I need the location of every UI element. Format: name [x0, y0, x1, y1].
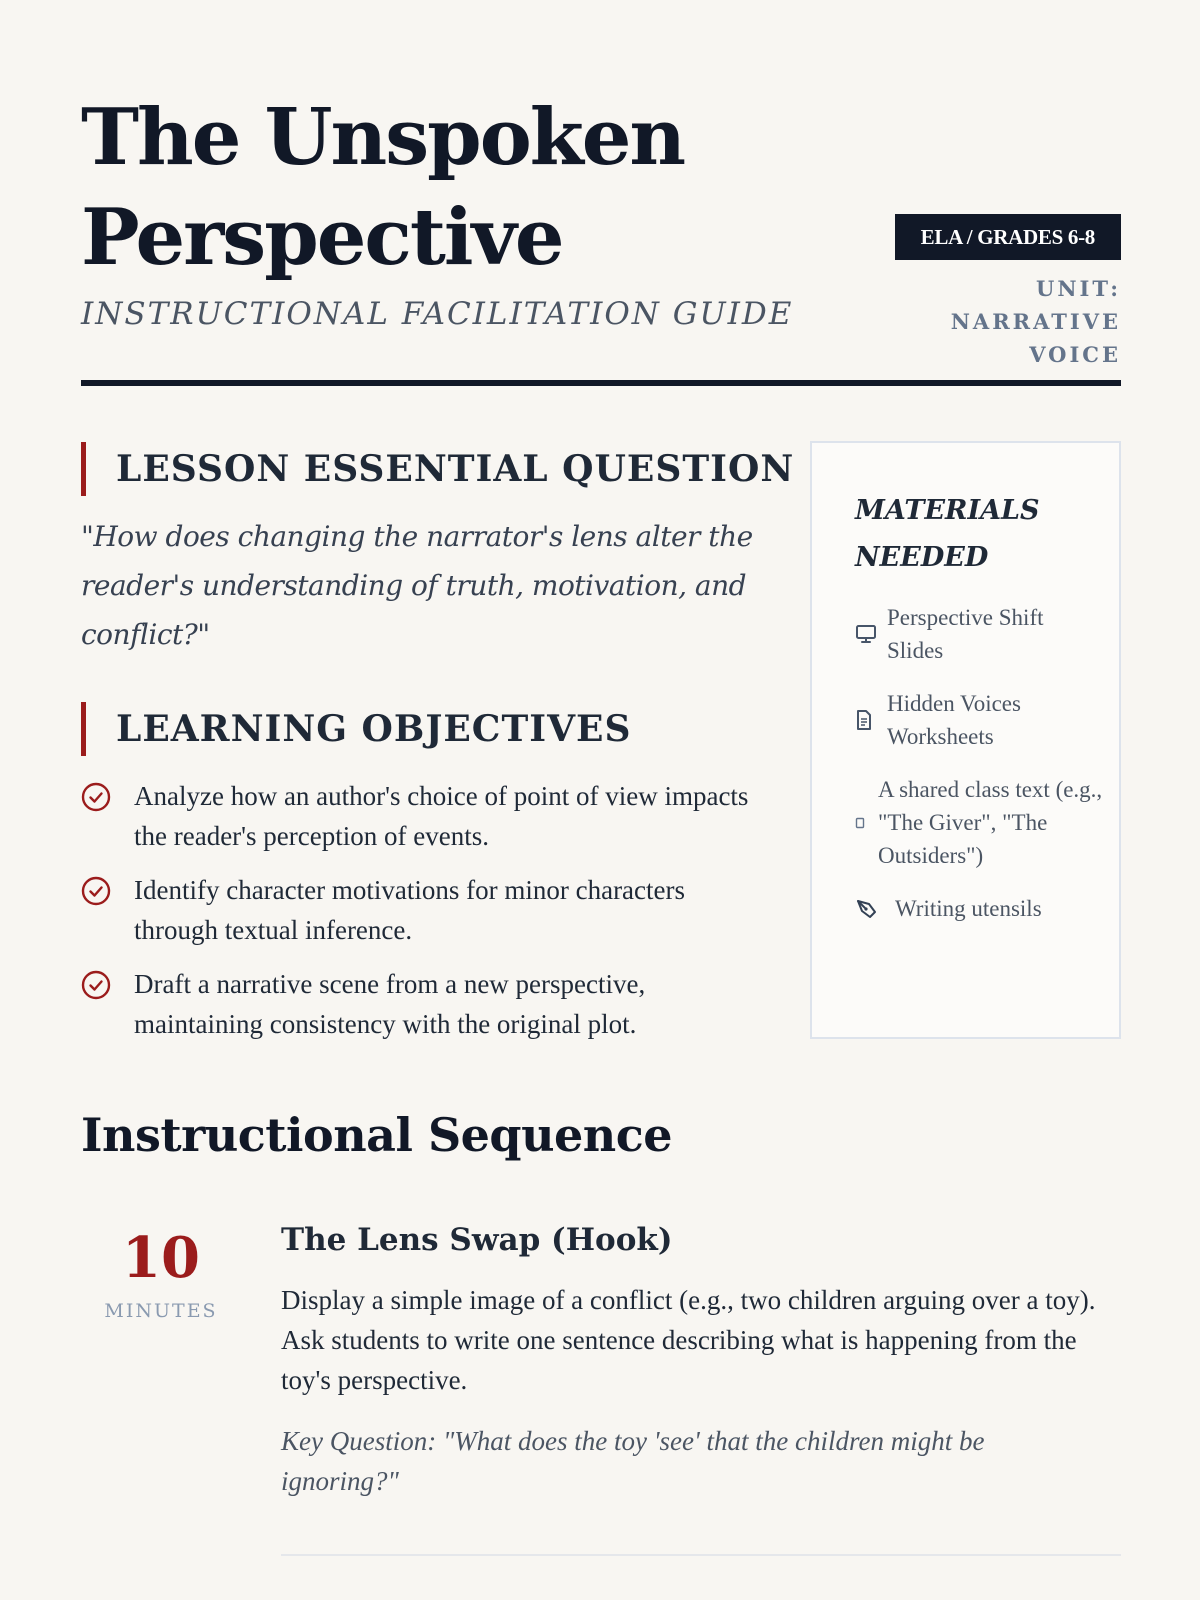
- objective-item: [81, 776, 771, 856]
- check-circle-icon: [81, 970, 111, 1000]
- material-text: A shared class text (e.g., "The Giver", "The Outsiders"): [878, 777, 1103, 868]
- material-text: Writing utensils: [895, 896, 1042, 921]
- material-text: Hidden Voices Worksheets: [887, 691, 1021, 749]
- step-title: The Lens Swap (Hook): [281, 1222, 673, 1258]
- page-subtitle: INSTRUCTIONAL FACILITATION GUIDE: [81, 296, 794, 332]
- check-circle-icon: [81, 782, 111, 812]
- objectives-heading: [81, 702, 631, 756]
- objectives-heading-text: LEARNING OBJECTIVES: [116, 708, 632, 750]
- objective-text: Identify character motivations for minor characters through textual inference.: [134, 875, 686, 945]
- step-minutes-label: MINUTES: [104, 1300, 218, 1322]
- step-description: Display a simple image of a conflict (e.g., two children arguing over a toy). Ask students to write one sentence describing what is happening from the toy's perspective.: [281, 1285, 1096, 1395]
- objective-text: Analyze how an author's choice of point of view impacts the reader's perception of events.: [134, 781, 749, 851]
- step-divider: [281, 1554, 1121, 1556]
- unit-label: UNIT: NARRATIVE VOICE: [950, 276, 1121, 367]
- material-item: [855, 892, 1105, 925]
- header-divider: [81, 380, 1121, 386]
- materials-heading: MATERIALS NEEDED: [855, 495, 1040, 573]
- objective-text: Draft a narrative scene from a new perspective, maintaining consistency with the original plot.: [134, 969, 646, 1039]
- pen-icon: [855, 898, 895, 920]
- material-item: [855, 601, 1105, 667]
- page-title: The Unspoken Perspective: [81, 92, 685, 283]
- essential-question-heading-text: LESSON ESSENTIAL QUESTION: [116, 448, 795, 490]
- objective-item: [81, 870, 771, 950]
- check-circle-icon: [81, 876, 111, 906]
- monitor-icon: [855, 624, 887, 644]
- document-icon: [855, 709, 887, 731]
- material-text: Perspective Shift Slides: [887, 605, 1044, 663]
- materials-card: [810, 441, 1121, 1039]
- materials-list: [855, 601, 1105, 945]
- material-item: [855, 687, 1105, 753]
- guide-page: [81, 0, 1121, 1600]
- step-minutes: 10: [122, 1225, 200, 1291]
- step-key-question: Key Question: "What does the toy 'see' that the children might be ignoring?": [281, 1426, 985, 1496]
- essential-question-heading: [81, 442, 794, 496]
- objective-item: [81, 964, 771, 1044]
- objectives-list: [81, 776, 771, 1058]
- material-item: [855, 773, 1105, 872]
- essential-question-text: "How does changing the narrator's lens alter the reader's understanding of truth, motivation, and conflict?": [81, 520, 753, 651]
- grade-badge: ELA / GRADES 6-8: [895, 214, 1121, 260]
- sequence-heading: Instructional Sequence: [81, 1108, 673, 1162]
- book-icon: [855, 817, 878, 829]
